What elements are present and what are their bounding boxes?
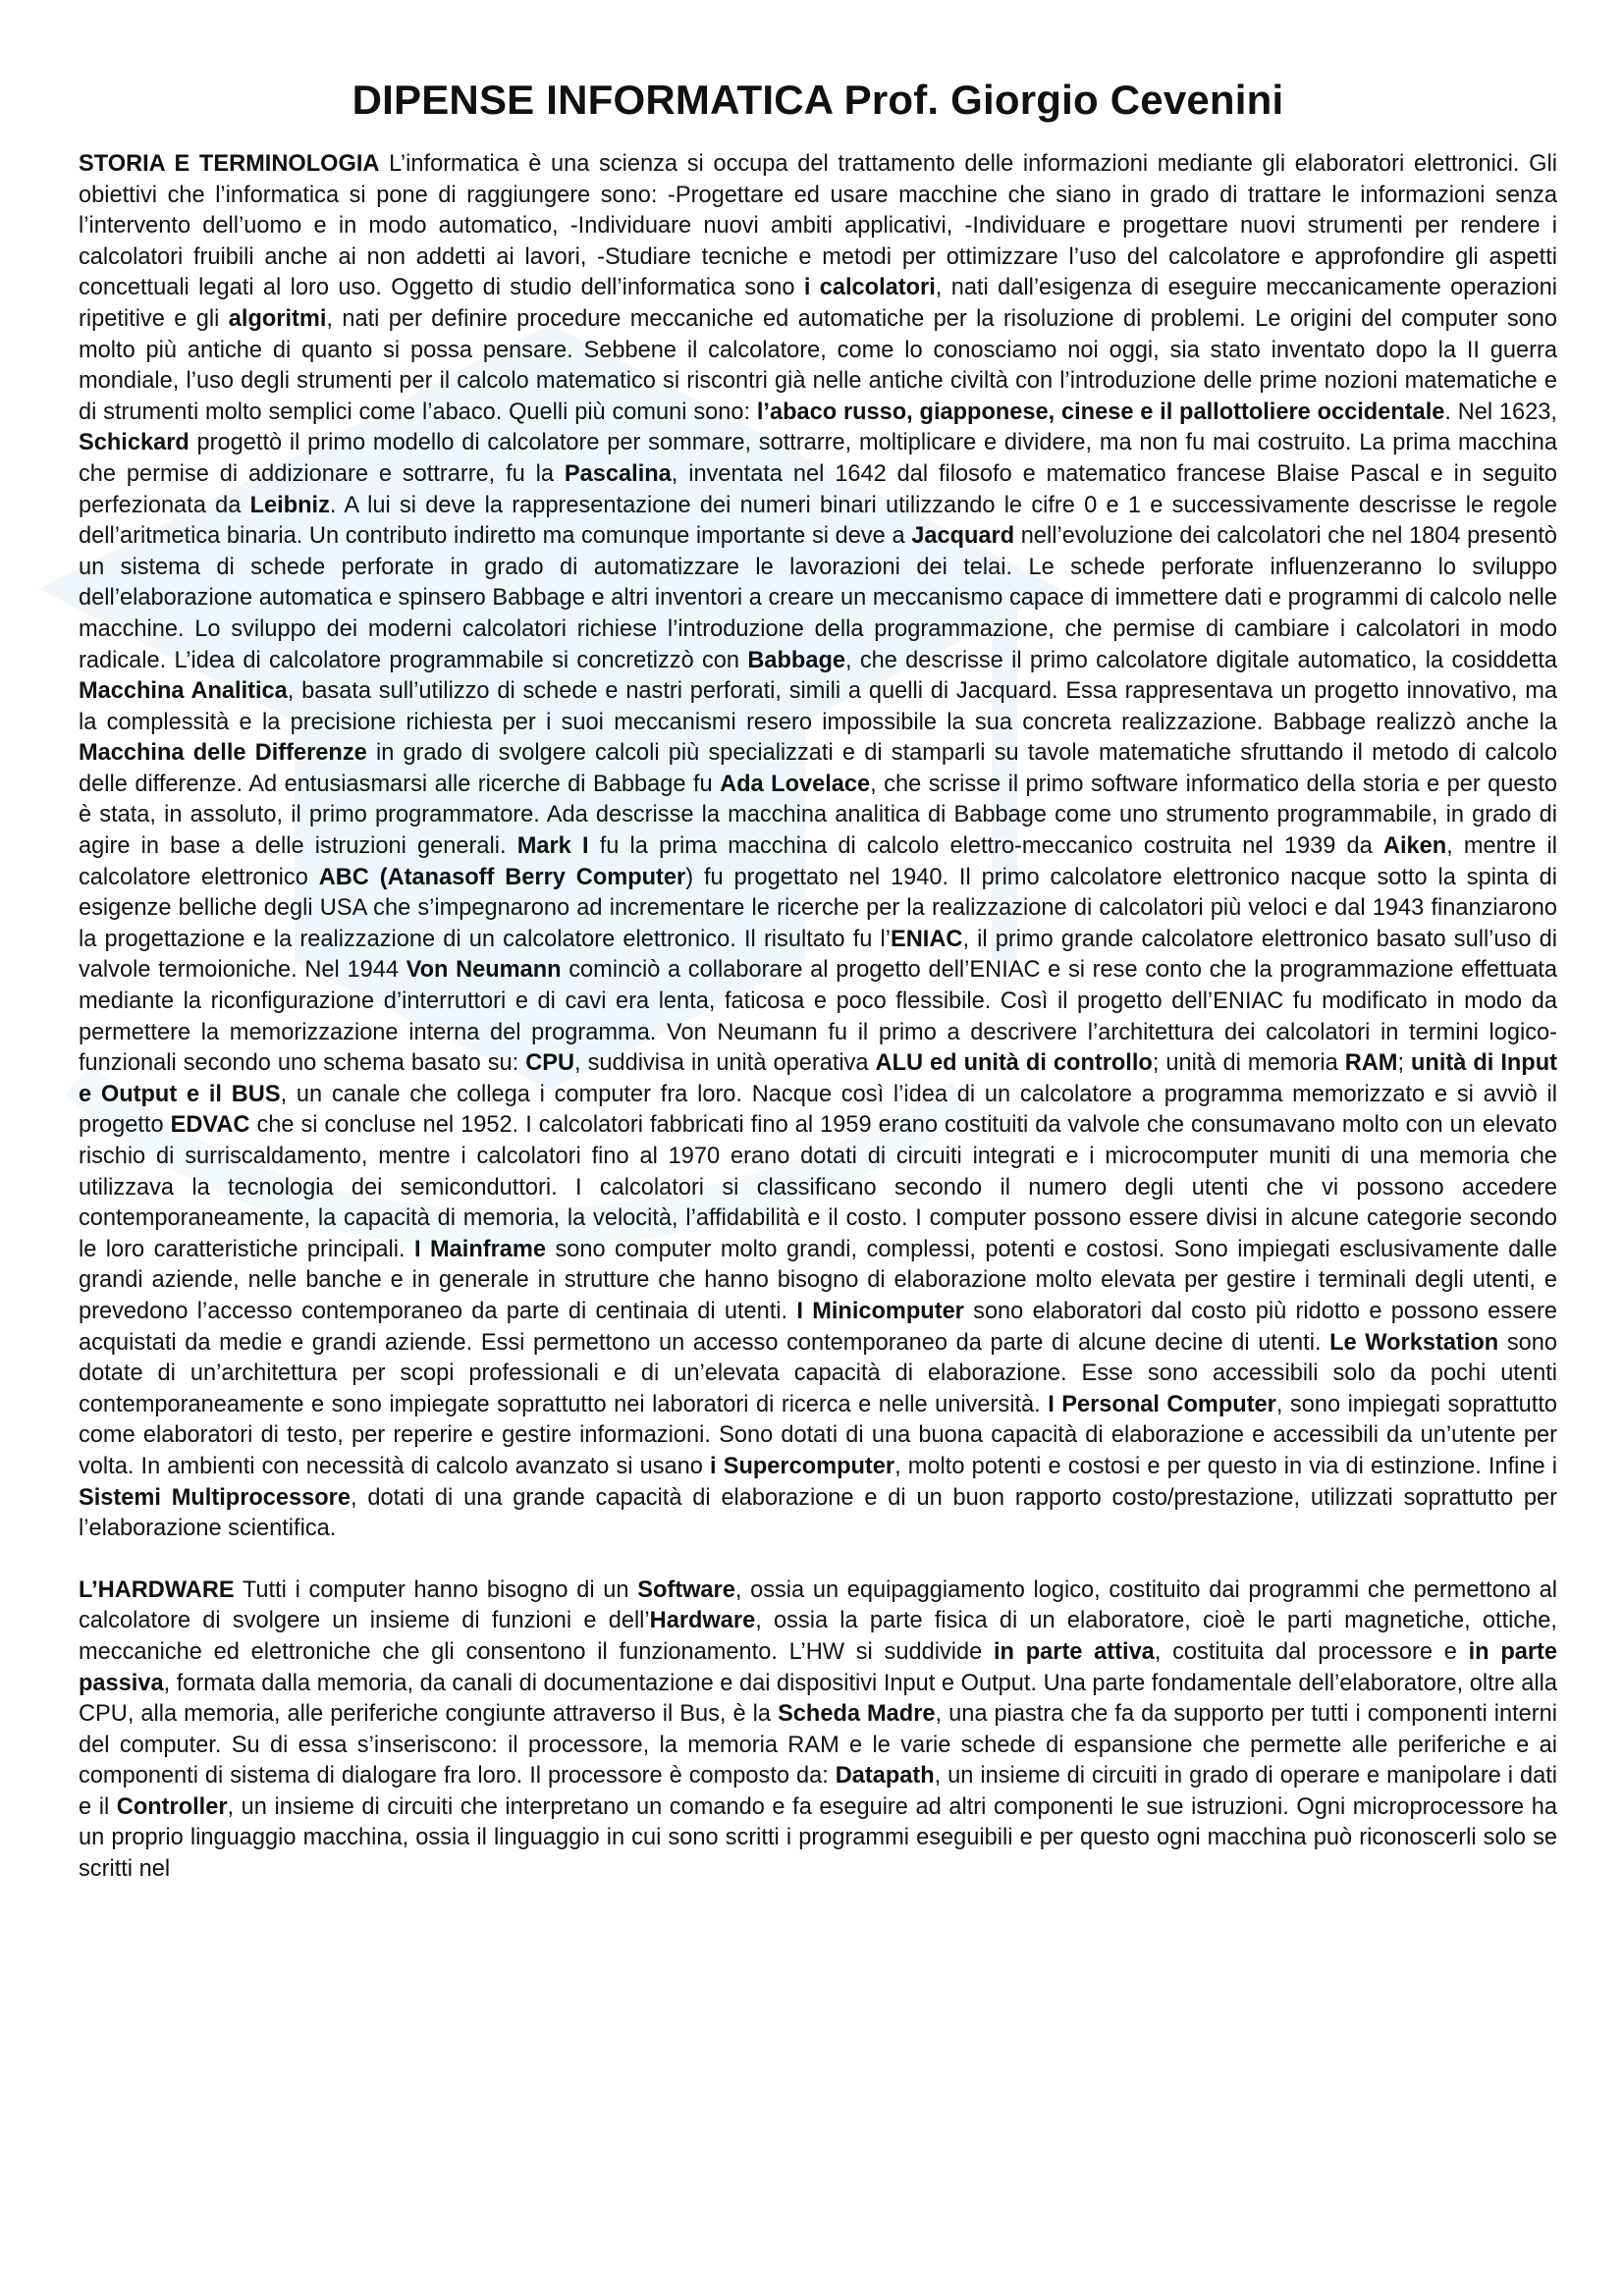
text-segment: , il primo grande calcolatore elettronico basato sull’uso di valvole termoioniche. Nel 1944 [79,926,1557,984]
text-segment: , una piastra che fa da supporto per tutti i componenti interni del computer. Su di essa s’inseriscono: il processore, la memoria RAM e le varie schede di espansione che permette alle periferiche e ai componenti di sistema di dialogare fra loro. Il processore è composto da: [79,1701,1557,1789]
text-segment: sono dotate di un’architettura per scopi professionali e di un’elevata capacità di elaborazione. Esse sono accessibili solo da pochi utenti contemporaneamente e sono impiegate soprattutto nei laboratori di ricerca e nelle università. [79,1329,1557,1417]
text-segment: . Nel 1623, [1444,399,1557,425]
text-segment: che si concluse nel 1952. I calcolatori fabbricati fino al 1959 erano costituiti da valvole che consumavano molto con un elevato rischio di surriscaldamento, mentre i calcolatori fino al 1970 erano dotati di circuiti integrati e i microcomputer muniti di una memoria che utilizzava la tecnologia dei semiconduttori. I calcolatori si classificano secondo il numero degli utenti che vi possono accedere contemporaneamente, la capacità di memoria, la velocità, l’affidabilità e il costo. I computer possono essere divisi in alcune categorie secondo le loro caratteristiche principali. [79,1112,1557,1262]
bold-term: EDVAC [170,1112,250,1139]
text-segment: in grado di svolgere calcoli più specializzati e di stamparli su tavole matematiche sfruttando il metodo di calcolo delle differenze. Ad entusiasmarsi alle ricerche di Babbage fu [79,740,1557,797]
text-segment: ; unità di memoria [1152,1050,1345,1077]
bold-term: Ada Lovelace [720,771,871,797]
text-segment: , nati per definire procedure meccaniche ed automatiche per la risoluzione di problemi. Le origini del computer sono molto più antiche di quanto si possa pensare. Sebbene il calcolatore, come lo conosciamo noi oggi, sia stato inventato dopo la II guerra mondiale, l’uso degli strumenti per il calcolo matematico si riscontri già nelle antiche civiltà con l’introduzione delle prime nozioni matematiche e di strumenti molto semplici come l’abaco. Quelli più comuni sono: [79,305,1558,425]
text-segment: , dotati di una grande capacità di elaborazione e di un buon rapporto costo/prestazione, utilizzati soprattutto per l’elaborazione scientifica. [79,1484,1557,1542]
bold-term: Software [637,1576,735,1603]
bold-term: Jacquard [911,523,1015,550]
text-segment: sono elaboratori dal costo più ridotto e possono essere acquistati da medie e grandi aziende. Essi permettono un accesso contemporaneo da parte di alcune decine di utenti. [79,1298,1557,1356]
bold-term: Aiken [1382,833,1447,860]
bold-term: Mark I [516,833,589,860]
text-segment: , un insieme di circuiti in grado di operare e manipolare i dati e il [79,1763,1557,1820]
bold-term: Schickard [79,430,189,456]
bold-term: Babbage [747,647,845,673]
bold-term: i Supercomputer [710,1453,895,1479]
text-segment: , inventata nel 1642 dal filosofo e matematico francese Blaise Pascal e in seguito perfezionata da [79,460,1557,518]
section-heading: L’HARDWARE [79,1576,235,1603]
bold-term: CPU [525,1050,575,1077]
bold-term: I Mainframe [414,1236,546,1262]
section-paragraph [79,1575,1557,1886]
bold-term: in parte passiva [79,1638,1558,1696]
bold-term: Hardware [649,1608,756,1634]
document-body [79,149,1557,1886]
text-segment: ) fu progettato nel 1940. Il primo calcolatore elettronico nacque sotto la spinta di esigenze belliche degli USA che s’impegnarono ad incrementare le ricerche per la realizzazione di calcolatori più veloci e dal 1943 finanziarono la progettazione e la realizzazione di un calcolatore elettronico. Il risultato fu l’ [79,864,1557,952]
text-segment: , formata dalla memoria, da canali di documentazione e dai dispositivi Input e Output. Una parte fondamentale dell’elaboratore, oltre alla CPU, alla memoria, alle periferiche congiunte attraverso il Bus, è la [79,1670,1557,1728]
text-segment: , nati dall’esigenza di eseguire meccanicamente operazioni ripetitive e gli [79,275,1558,332]
bold-term: ABC (Atanasoff Berry Computer [318,864,686,890]
bold-term: RAM [1344,1050,1398,1077]
bold-term: Pascalina [564,460,672,487]
text-segment: , molto potenti e costosi e per questo in via di estinzione. Infine i [894,1453,1557,1479]
text-segment: nell’evoluzione dei calcolatori che nel 1804 presentò un sistema di schede perforate in grado di automatizzare le lavorazioni dei telai. Le schede perforate influenzeranno lo sviluppo dell’elaborazione automatica e spinsero Babbage e altri inventori a creare un meccanismo capace di immettere dati e programmi di calcolo nelle macchine. Lo sviluppo dei moderni calcolatori richiese l’introduzione della programmazione, che permise di cambiare i calcolatori in modo radicale. L’idea di calcolatore programmabile si concretizzò con [79,523,1557,673]
bold-term: l’abaco russo, giapponese, cinese e il pallottoliere occidentale [756,399,1445,425]
text-segment: , ossia la parte fisica di un elaboratore, cioè le parti magnetiche, ottiche, meccaniche ed elettroniche che gli consentono il funzionamento. L’HW si suddivide [79,1608,1557,1665]
text-segment: ; [1397,1050,1411,1077]
bold-term: algoritmi [228,305,327,332]
bold-term: Controller [116,1793,228,1820]
text-segment: sono computer molto grandi, complessi, potenti e costosi. Sono impiegati esclusivamente dalle grandi aziende, nelle banche e in generale in strutture che hanno bisogno di elaborazione molto elevata per gestire i terminali degli utenti, e prevedono l’accesso contemporaneo da parte di centinaia di utenti. [79,1236,1557,1324]
text-segment: , sono impiegati soprattutto come elaboratori di testo, per reperire e gestire informazioni. Sono dotati di una buona capacità di elaborazione e accessibili da un’utente per volta. In ambienti con necessità di calcolo avanzato si usano [79,1391,1558,1479]
bold-term: Le Workstation [1329,1329,1499,1356]
bold-term: ALU ed unità di controllo [875,1050,1153,1077]
bold-term: Datapath [835,1763,935,1789]
bold-term: I Minicomputer [796,1298,964,1324]
bold-term: Sistemi Multiprocessore [79,1484,351,1511]
text-segment: cominciò a collaborare al progetto dell’ENIAC e si rese conto che la programmazione effettuata mediante la riconfigurazione d’interruttori e di cavi era lenta, faticosa e poco flessibile. Così il progetto dell’ENIAC fu modificato in modo da permettere la memorizzazione interna del programma. Von Neumann fu il primo a descrivere l’architettura dei calcolatori in termini logico-funzionali secondo uno schema basato su: [79,957,1557,1077]
document-title: DIPENSE INFORMATICA Prof. Giorgio Cevenini [352,77,1284,123]
bold-term: in parte attiva [994,1638,1155,1665]
text-segment: progettò il primo modello di calcolatore per sommare, sottrarre, moltiplicare e dividere, ma non fu mai costruito. La prima macchina che permise di addizionare e sottrarre, fu la [79,430,1557,487]
bold-term: Macchina delle Differenze [79,740,367,767]
text-segment: , mentre il calcolatore elettronico [79,833,1557,890]
text-segment: Tutti i computer hanno bisogno di un [234,1576,638,1603]
text-segment: , basata sull’utilizzo di schede e nastri perforati, simili a quelli di Jacquard. Essa rappresentava un progetto innovativo, ma la complessità e la precisione richiesta per i suoi meccanismi resero impossibile la sua concreta realizzazione. Babbage realizzò anche la [79,678,1557,735]
section-heading: STORIA E TERMINOLOGIA [79,151,380,177]
text-segment: , costituita dal processore e [1154,1638,1469,1665]
bold-term: i calcolatori [803,275,936,301]
bold-term: Von Neumann [406,957,562,984]
text-segment: , suddivisa in unità operativa [574,1050,876,1077]
bold-term: Scheda Madre [778,1701,936,1728]
bold-term: Macchina Analitica [79,678,288,705]
bold-term: unità di Input e Output e il BUS [79,1050,1557,1107]
text-segment: , un canale che collega i computer fra loro. Nacque così l’idea di un calcolatore a programma memorizzato e si avviò il progetto [79,1081,1557,1139]
text-segment: , che scrisse il primo software informatico della storia e per questo è stata, in assoluto, il primo programmatore. Ada descrisse la macchina analitica di Babbage come uno strumento programmabile, in grado di agire in base a delle istruzioni generali. [79,771,1558,860]
bold-term: I Personal Computer [1048,1391,1276,1417]
text-segment: fu la prima macchina di calcolo elettro-meccanico costruita nel 1939 da [588,833,1383,860]
bold-term: Leibniz [249,492,330,518]
text-segment: , ossia un equipaggiamento logico, costituito dai programmi che permettono al calcolatore di svolgere un insieme di funzioni e dell’ [79,1576,1557,1634]
text-segment: , che descrisse il primo calcolatore digitale automatico, la cosiddetta [844,647,1557,673]
text-segment: , un insieme di circuiti che interpretano un comando e fa eseguire ad altri componenti le sue istruzioni. Ogni microprocessore ha un proprio linguaggio macchina, ossia il linguaggio in cui sono scritti i programmi eseguibili e per questo ogni macchina può riconoscerli solo se scritti nel [79,1793,1557,1883]
section-paragraph [79,149,1557,1545]
bold-term: ENIAC [891,926,963,952]
text-segment: . A lui si deve la rappresentazione dei numeri binari utilizzando le cifre 0 e 1 e successivamente descrisse le regole dell’aritmetica binaria. Un contributo indiretto ma comunque importante si deve a [79,492,1557,550]
text-segment: L’informatica è una scienza si occupa del trattamento delle informazioni mediante gli elaboratori elettronici. Gli obiettivi che l’informatica si pone di raggiungere sono: -Progettare ed usare macchine che siano in grado di trattare le informazioni senza l’intervento dell’uomo e in modo automatico, -Individuare nuovi ambiti applicativi, -Individuare e progettare nuovi strumenti per rendere i calcolatori fruibili anche ai non addetti ai lavori, -Studiare tecniche e metodi per ottimizzare l’uso del calcolatore e approfondire gli aspetti concettuali legati al loro uso. Oggetto di studio dell’informatica sono [79,151,1557,301]
